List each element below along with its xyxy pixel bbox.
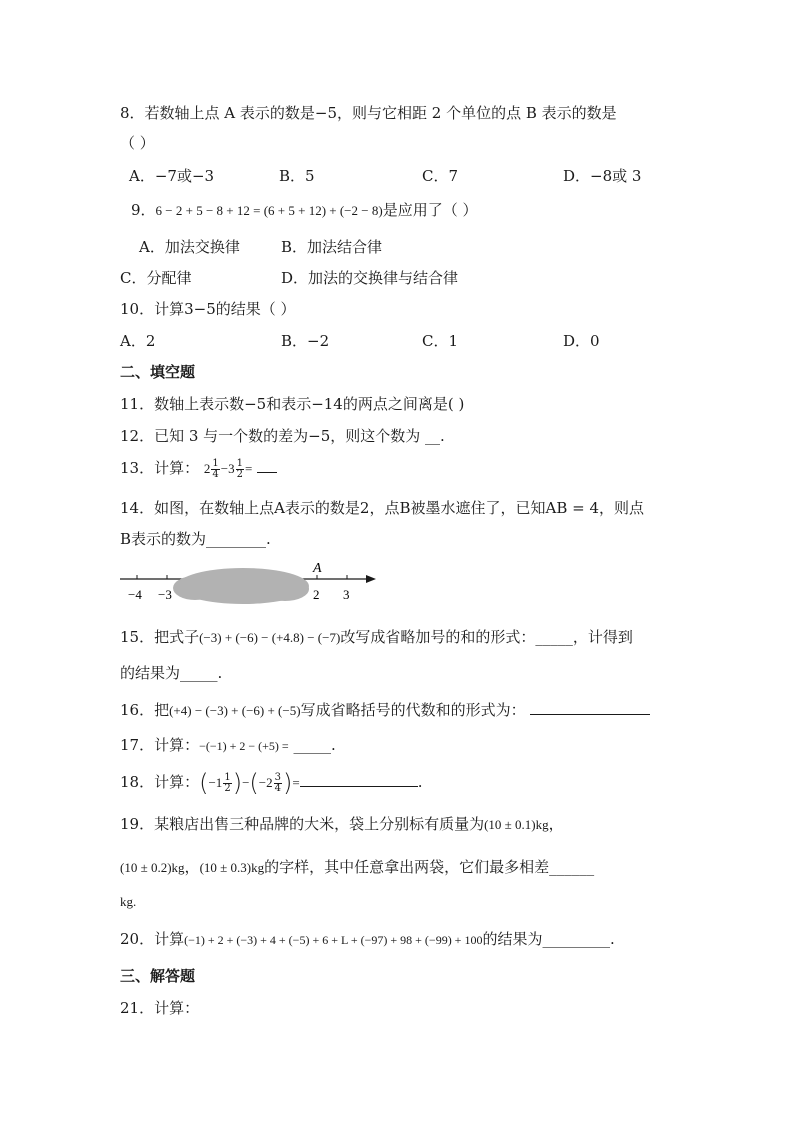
q9-option-c: C．分配律 bbox=[120, 269, 192, 287]
q13-a-fraction bbox=[211, 459, 219, 480]
label-neg3: −3 bbox=[158, 587, 172, 602]
q18-b-fraction bbox=[274, 773, 282, 794]
q18-prefix: 18．计算： bbox=[120, 773, 200, 791]
q19-unit: kg bbox=[120, 894, 133, 909]
q17-expression: −(−1) + 2 − (+5) = bbox=[199, 739, 289, 753]
q16 bbox=[120, 700, 650, 721]
q13-b-fraction bbox=[236, 459, 244, 480]
q18-a-fraction bbox=[223, 773, 231, 794]
q18 bbox=[120, 767, 423, 798]
q8-option-b: B．5 bbox=[279, 167, 315, 185]
q18-b-denominator: 4 bbox=[274, 782, 281, 794]
q11: 11．数轴上表示数−5和表示−14的两点之间离是( ) bbox=[120, 395, 465, 413]
q20-prefix: 20．计算 bbox=[120, 930, 185, 948]
q15-line1 bbox=[120, 627, 633, 648]
q9-number: 9． bbox=[131, 201, 156, 219]
q13-prefix: 13．计算： bbox=[120, 459, 200, 477]
q13-answer-blank bbox=[257, 458, 277, 473]
q9-stem bbox=[131, 200, 477, 221]
q20-expression: (−1) + 2 + (−3) + 4 + (−5) + 6 + L + (−97) + 98 + (−99) + 100 bbox=[184, 933, 483, 947]
q19-separator: ， bbox=[184, 858, 200, 876]
q18-b: −2 bbox=[258, 775, 273, 790]
q10-option-a: A．2 bbox=[120, 332, 156, 350]
q13-minus: − bbox=[220, 461, 229, 476]
q18-close-paren-1: ) bbox=[232, 769, 243, 797]
label-3: 3 bbox=[343, 587, 350, 602]
q10-option-b: B．−2 bbox=[281, 332, 330, 350]
q18-minus: − bbox=[242, 775, 250, 790]
q16-prefix: 16．把 bbox=[120, 701, 170, 719]
q18-open-paren-2: ( bbox=[249, 769, 259, 797]
q8-stem: 8．若数轴上点 A 表示的数是−5，则与它相距 2 个单位的点 B 表示的数是 bbox=[120, 104, 617, 122]
q20 bbox=[120, 929, 615, 950]
q9-option-b: B．加法结合律 bbox=[281, 238, 383, 256]
q18-open-paren-1: ( bbox=[199, 769, 209, 797]
q13-a-numerator: 1 bbox=[212, 457, 219, 469]
q19-mass-3: (10 ± 0.3)kg bbox=[199, 860, 265, 875]
q13 bbox=[120, 455, 277, 482]
q9-option-a: A．加法交换律 bbox=[139, 238, 240, 256]
ink-blot-lobe-left bbox=[173, 576, 217, 600]
q17 bbox=[120, 735, 336, 756]
ink-blot-lobe bbox=[261, 577, 309, 601]
q15-line2: 的结果为_____. bbox=[120, 664, 223, 682]
q19-line3 bbox=[120, 892, 136, 912]
q15-prefix: 15．把式子 bbox=[120, 628, 200, 646]
section-heading-fill-in: 二、填空题 bbox=[120, 363, 196, 381]
section-heading-solve: 三、解答题 bbox=[120, 967, 196, 985]
q8-option-d: D．−8或 3 bbox=[563, 167, 642, 185]
q20-tail: 的结果为_________. bbox=[482, 930, 615, 948]
q13-a-denominator: 4 bbox=[212, 468, 219, 480]
q8-option-a: A．−7或−3 bbox=[129, 167, 215, 185]
q13-b-numerator: 1 bbox=[236, 457, 243, 469]
q19-period: . bbox=[133, 894, 137, 909]
q17-tail: _____. bbox=[293, 736, 336, 754]
label-neg4: −4 bbox=[128, 587, 142, 602]
q19-comma: ， bbox=[548, 815, 564, 833]
q9-expression: 6 − 2 + 5 − 8 + 12 = (6 + 5 + 12) + (−2 − 8) bbox=[155, 203, 383, 218]
q13-a-whole: 2 bbox=[203, 461, 211, 476]
q10-option-c: C．1 bbox=[422, 332, 459, 350]
q12: 12．已知 3 与一个数的差为−5，则这个数为 __. bbox=[120, 427, 445, 445]
q16-answer-blank bbox=[530, 700, 650, 715]
q16-tail: 写成省略括号的代数和的形式为： bbox=[300, 701, 526, 719]
q18-b-numerator: 3 bbox=[274, 771, 281, 783]
q9-option-d: D．加法的交换律与结合律 bbox=[281, 269, 459, 287]
q18-tail: . bbox=[417, 773, 423, 791]
q19-prefix: 19．某粮店出售三种品牌的大米，袋上分别标有质量为 bbox=[120, 815, 485, 833]
q16-expression: (+4) − (−3) + (−6) + (−5) bbox=[169, 703, 301, 718]
point-a-label: A bbox=[313, 561, 322, 576]
q18-answer-blank bbox=[300, 772, 418, 787]
q15-expression: (−3) + (−6) − (+4.8) − (−7) bbox=[199, 630, 341, 645]
q10-stem: 10．计算3−5的结果（ ） bbox=[120, 300, 296, 318]
q15-mid: 改写成省略加号的和的形式：_____，计得到 bbox=[340, 628, 633, 646]
q18-a-denominator: 2 bbox=[224, 782, 231, 794]
q18-a-numerator: 1 bbox=[224, 771, 231, 783]
q8-option-c: C．7 bbox=[422, 167, 459, 185]
q13-b-denominator: 2 bbox=[236, 468, 243, 480]
q9-tail: 是应用了（ ） bbox=[382, 201, 478, 219]
q14-line2: B表示的数为________. bbox=[120, 530, 271, 548]
q19-mass-2: (10 ± 0.2)kg bbox=[120, 860, 185, 875]
q13-equals: = bbox=[244, 461, 253, 476]
q14-line1: 14．如图，在数轴上点A表示的数是2，点B被墨水遮住了，已知AB = 4，则点 bbox=[120, 499, 644, 517]
q21: 21．计算： bbox=[120, 999, 200, 1017]
q13-b-whole: 3 bbox=[228, 461, 235, 476]
q8-paren: （ ） bbox=[120, 134, 155, 152]
q17-prefix: 17．计算： bbox=[120, 736, 200, 754]
q18-close-paren-2: ) bbox=[283, 769, 293, 797]
q18-equals: = bbox=[292, 775, 300, 790]
number-line-arrow bbox=[366, 575, 376, 583]
q19-line1 bbox=[120, 814, 564, 835]
q18-a: −1 bbox=[208, 775, 223, 790]
q10-option-d: D．0 bbox=[563, 332, 600, 350]
q19-mass-1: (10 ± 0.1)kg bbox=[484, 817, 549, 832]
number-line-figure bbox=[0, 558, 794, 618]
q19-line2-tail: 的字样，其中任意拿出两袋，它们最多相差______ bbox=[264, 858, 595, 876]
label-2: 2 bbox=[313, 587, 320, 602]
q19-line2 bbox=[120, 857, 594, 878]
